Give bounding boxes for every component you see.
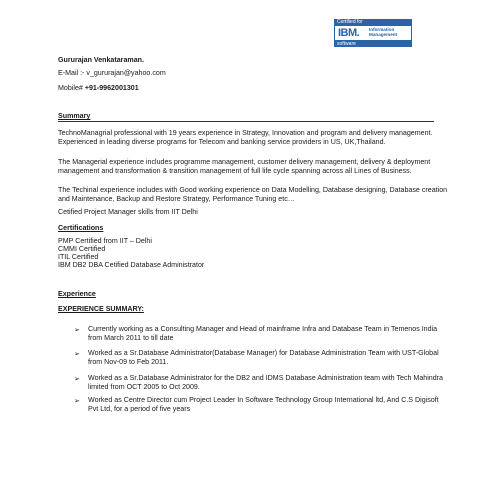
summary-rule: [58, 121, 434, 122]
email-line: E-Mail :- v_gururajan@yahoo.com: [58, 69, 166, 77]
mobile-line: [58, 84, 139, 93]
summary-paragraph-4: Cetified Project Manager skills from IIT Delhi: [58, 208, 198, 216]
summary-paragraph-3: The Techinal experience includes with Good working experience on Data Modelling, Database designing, Database creation and Maintenance, Backup and Restore Strategy, Performance Tuning etc…: [58, 186, 448, 203]
experience-summary-heading: EXPERIENCE SUMMARY:: [58, 305, 144, 313]
experience-item: Worked as a Sr.Database Administrator(Database Manager) for Database Administration Team with UST-Global from Nov-09 to Feb 2011.: [88, 349, 439, 366]
certifications-heading: Certifications: [58, 224, 104, 232]
summary-heading: Summary: [58, 112, 91, 120]
logo-top-band: Certified for: [334, 19, 412, 25]
certification-item: CMMI Certified: [58, 245, 106, 253]
experience-item: Worked as Centre Director cum Project Leader In Software Technology Group International ltd, And C.S Digisoft Pvt Ltd, for a period of five years: [88, 396, 439, 413]
logo-middle: [334, 25, 412, 41]
logo-product: Information Management: [369, 27, 398, 37]
certification-item: IBM DB2 DBA Cetified Database Administrator: [58, 261, 205, 269]
experience-item: Worked as a Sr.Database Administrator for the DB2 and IDMS Database Administration team with Tech Mahindra limited from OCT 2005 to Oct 2009.: [88, 374, 443, 391]
candidate-name: Gururajan Venkataraman.: [58, 56, 144, 64]
arrow-bullet-icon: ➢: [74, 376, 80, 383]
ibm-brand: IBM.: [338, 27, 360, 39]
experience-heading: Experience: [58, 290, 96, 298]
certification-item: ITIL Certified: [58, 253, 99, 261]
arrow-bullet-icon: ➢: [74, 327, 80, 334]
summary-paragraph-2: The Managerial experience includes programme management, customer delivery management, delivery & deployment management and transformation & transition management of full life cycle spanning across all Lines of Business.: [58, 158, 431, 175]
certification-item: PMP Certified from IIT – Delhi: [58, 237, 152, 245]
mobile-label: Mobile#: [58, 84, 85, 92]
experience-item: Currently working as a Consulting Manager and Head of mainframe Infra and Database Team in Temenos India from March 2011 to till date: [88, 325, 438, 342]
summary-paragraph-1: TechnoManagrial professional with 19 years experience in Strategy, Innovation and program and delivery management. Experienced in leading diverse programs for Telecom and banking service providers in US, UK,Thailand.: [58, 129, 433, 146]
arrow-bullet-icon: ➢: [74, 351, 80, 358]
logo-bottom-band: software: [334, 41, 412, 47]
mobile-number: +91-9962001301: [84, 84, 139, 92]
arrow-bullet-icon: ➢: [74, 398, 80, 405]
ibm-certified-logo: [334, 19, 412, 47]
